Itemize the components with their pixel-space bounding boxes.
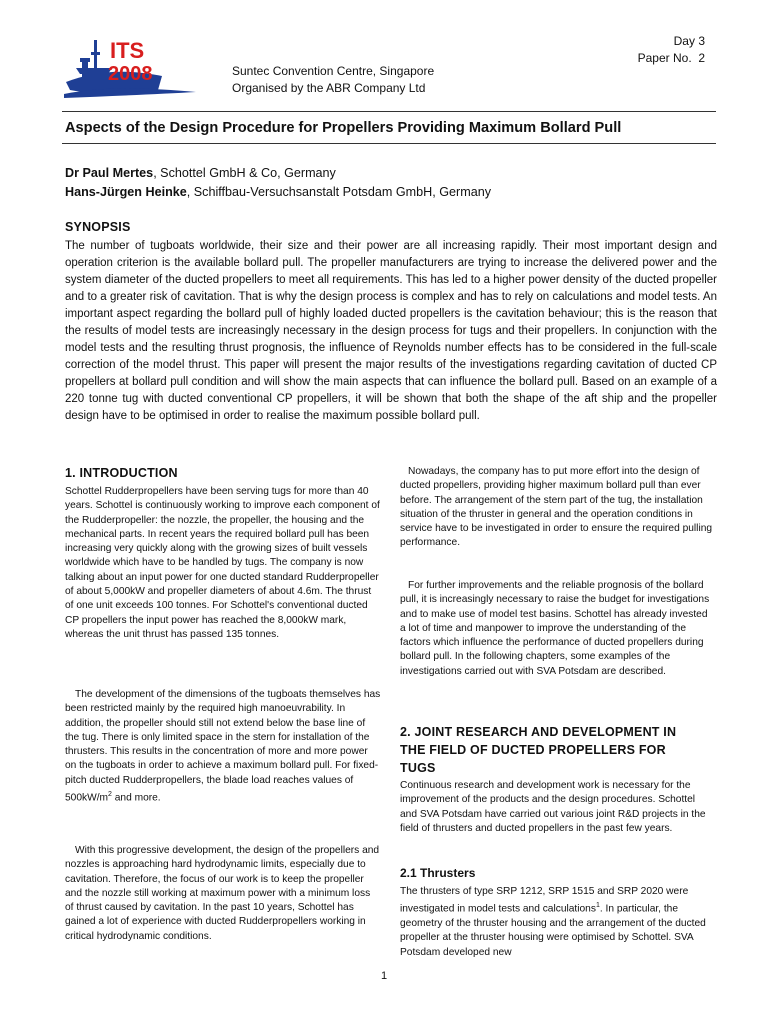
header-divider-top <box>62 111 716 112</box>
svg-text:2008: 2008 <box>108 63 153 85</box>
paragraph-text: Continuous research and development work is necessary for the improvement of the products and the design procedures. Schottel and SVA Potsdam have carried out various joint R&D projects in the field of thrusters and ducted propellers in the past few years. <box>400 780 706 834</box>
superscript: 1 <box>595 902 600 910</box>
section-2-heading: 2. JOINT RESEARCH AND DEVELOPMENT IN THE FIELD OF DUCTED PROPELLERS FOR TUGS <box>400 725 677 775</box>
synopsis-text: The number of tugboats worldwide, their size and their power are all increasing rapidly. Their most important design and operation criterion is the available bollard pull. The propeller manufacturers are trying to increase the delivered power and the system diameter of the ducted propellers to meet all requirements. This has led to a higher power density of the ducted propeller and to a greater risk of cavitation. That is why the design process is complex and has to rely on calculations and model tests. An important aspect regarding the bollard pull of highly loaded ducted propellers is the cavitation behaviour; this is the reason that the results of model tests are increasingly necessary in the design process for tugs and their propellers. In conjunction with the model tests and the resulting thrust prognosis, the influence of Reynolds number effects has to be considered in the full-scale correction of the model thrust. This paper will present the major results of the investigations regarding cavitation of ducted CP propellers at bollard pull condition and will show the main aspects that can influence the bollard pull. Based on an example of a 220 tonne tug with ducted conventional CP propellers, it will be shown that both the shape of the aft ship and the propeller design have to be optimised in order to realise the maximum possible bollard pull. <box>65 240 717 422</box>
paper-title: Aspects of the Design Procedure for Propellers Providing Maximum Bollard Pull <box>65 120 622 136</box>
author-line <box>65 183 491 202</box>
page-number: 1 <box>380 970 388 982</box>
svg-text:ITS: ITS <box>110 38 145 63</box>
author-name: Hans-Jürgen Heinke <box>65 185 187 199</box>
paragraph-text: With this progressive development, the design of the propellers and nozzles is approaching hard hydrodynamic limits, especially due to cavitation. Therefore, the focus of our work is to keep the propeller and the nozzle still working at maximum power with a minimum loss of thrust caused by cavitation. In the past 10 years, Schottel has gained a lot of experience with ducted Rudderpropellers working in critical hydrodynamic conditions. <box>65 845 380 942</box>
day-label: Day 3 <box>673 34 705 48</box>
paragraph-text <box>65 688 381 806</box>
author-name: Dr Paul Mertes <box>65 166 154 180</box>
paragraph-body: The development of the dimensions of the tugboats themselves has been restricted mainly by the required high manoeuvrability. In addition, the propeller should still not extend below the base line of the tug. There is only limited space in the stern for installation of the thrusters. This results in the concentration of more and more power on the tugboats in order to achieve a maximum bollard pull. For fixed-pitch ducted Rudderpropellers, the blade load reaches values of 500kW/m <box>65 689 381 804</box>
venue: Suntec Convention Centre, Singapore <box>232 64 435 78</box>
author-line <box>65 164 491 183</box>
paper-number: Paper No. 2 <box>637 51 705 65</box>
paragraph-text: For further improvements and the reliable prognosis of the bollard pull, it is increasingly necessary to raise the budget for investigations and to make use of model test basins. Schottel has already invested a lot of time and manpower to improve the understanding of the factors which influence the performance of ducted propellers during bollard pull. In the following chapters, some examples of the investigations carried out with SVA Potsdam are described. <box>400 580 710 677</box>
paragraph-end: and more. <box>111 792 161 804</box>
organiser: Organised by the ABR Company Ltd <box>232 81 426 95</box>
section-1-heading: 1. INTRODUCTION <box>65 466 178 480</box>
synopsis-heading: SYNOPSIS <box>65 220 131 234</box>
intro-paragraph-2 <box>65 688 381 806</box>
venue-block <box>232 63 434 97</box>
paragraph-text <box>400 885 714 960</box>
paragraph-text: Schottel Rudderpropellers have been serving tugs for more than 40 years. Schottel is continuously working to improve each component of the Rudderpropeller: the nozzle, the propeller, the housing and the mechanical parts. In recent years the required bollard pull has been increasing very quickly along with the growing sizes of built vessels worldwide which have to be handled by tugs. The company is now talking about an input power for one ducted standard Rudderpropeller of about 5,000kW and propeller diameters of about 4.6m. The thrust of one unit exceeds 100 tonnes. For Schottel's conventional ducted CP propellers the input power has reached the 8,000kW mark, whereas the unit thrust has passed 135 tonnes. <box>65 486 380 640</box>
header-divider-bottom <box>62 143 716 144</box>
intro-paragraph-3 <box>65 844 381 944</box>
authors <box>65 164 491 202</box>
paragraph-end: . In particular, the geometry of the thruster housing and the arrangement of the ducted propeller at the thruster housing were optimised by Schottel. SVA Potsdam developed new <box>400 903 706 958</box>
day-paper-info <box>638 33 705 67</box>
right-paragraph-2 <box>400 579 714 679</box>
section-2-1-heading: 2.1 Thrusters <box>400 866 476 880</box>
author-affiliation: , Schottel GmbH & Co, Germany <box>153 166 336 180</box>
author-affiliation: , Schiffbau-Versuchsanstalt Potsdam GmbH, Germany <box>186 185 492 199</box>
right-paragraph-1 <box>400 465 714 551</box>
intro-paragraph-1 <box>65 485 381 642</box>
section-2-1-paragraph <box>400 885 714 960</box>
section-2-paragraph <box>400 779 714 836</box>
its-2008-logo <box>62 32 198 104</box>
paragraph-body: The thrusters of type SRP 1212, SRP 1515 and SRP 2020 were investigated in model tests and calculations <box>400 886 689 915</box>
superscript: 2 <box>108 791 112 799</box>
paragraph-text: Nowadays, the company has to put more effort into the design of ducted propellers, providing higher maximum bollard pull than ever before. The arrangement of the stern part of the tug, the installation situation of the thruster in general and the operation conditions in service have to be investigated in order to ensure the required pulling performance. <box>400 466 713 549</box>
